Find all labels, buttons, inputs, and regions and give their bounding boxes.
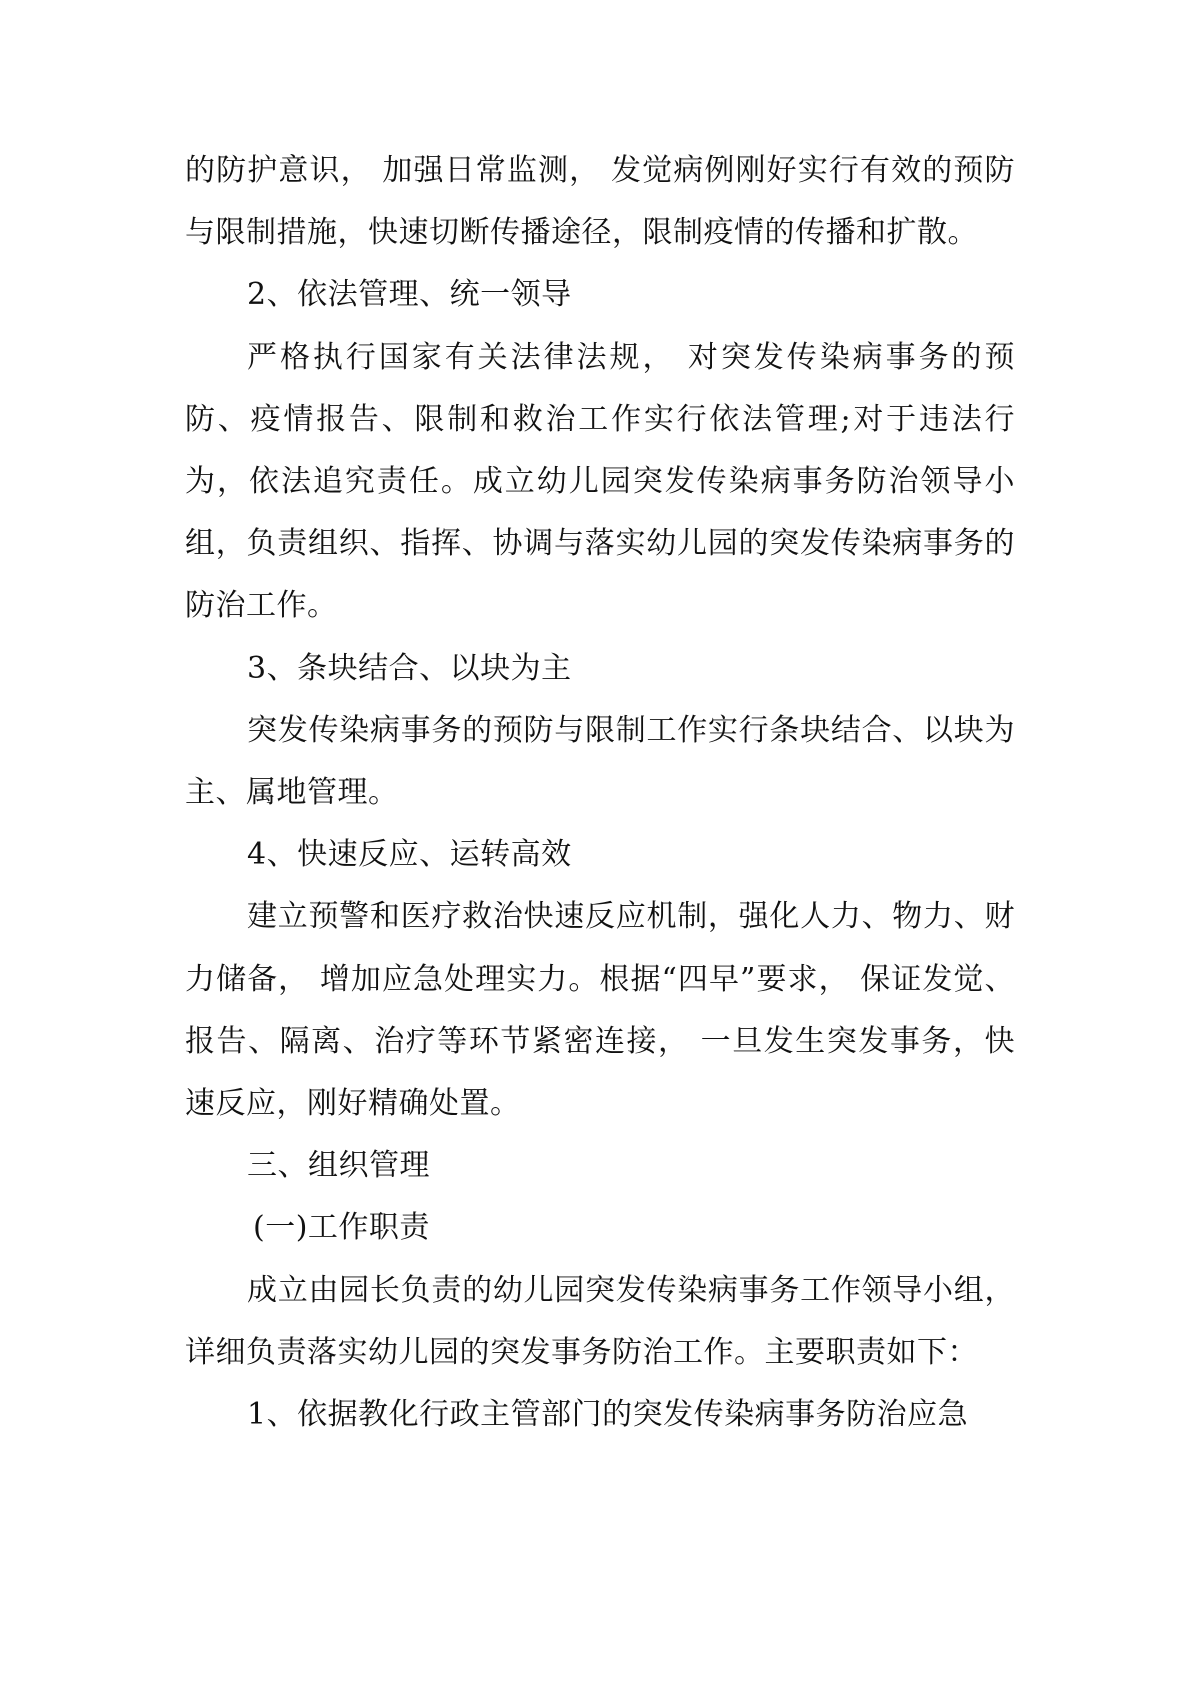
paragraph-leadership-group: 成立由园长负责的幼儿园突发传染病事务工作领导小组， 详细负责落实幼儿园的突发事务防治工作。主要职责如下： bbox=[185, 1272, 1015, 1370]
paragraph-intro-continuation: 的防护意识， 加强日常监测， 发觉病例刚好实行有效的预防与限制措施，快速切断传播途径，限制疫情的传播和扩散。 bbox=[185, 153, 1015, 251]
section-heading-2: 2、依法管理、统一领导 bbox=[247, 277, 572, 313]
list-item-1: 1、依据教化行政主管部门的突发传染病事务防治应急 bbox=[247, 1397, 969, 1433]
paragraph-legal-management: 严格执行国家有关法律法规， 对突发传染病事务的预防、疫情报告、限制和救治工作实行依法管理;对于违法行为，依法追究责任。成立幼儿园突发传染病事务防治领导小组，负责组织、指挥、协调与落实幼儿园的突发传染病事务的防治工作。 bbox=[185, 339, 1015, 624]
subsection-heading-duties: (一)工作职责 bbox=[253, 1210, 430, 1246]
section-heading-organization: 三、组织管理 bbox=[247, 1148, 430, 1184]
document-body bbox=[185, 140, 1015, 1446]
paragraph-block-combination: 突发传染病事务的预防与限制工作实行条块结合、以块为主、属地管理。 bbox=[185, 712, 1015, 811]
section-heading-4: 4、快速反应、运转高效 bbox=[247, 837, 572, 873]
paragraph-rapid-response: 建立预警和医疗救治快速反应机制，强化人力、物力、财力储备， 增加应急处理实力。根据“四早”要求， 保证发觉、报告、隔离、治疗等环节紧密连接， 一旦发生突发事务，快速反应，刚好精确处置。 bbox=[185, 899, 1015, 1122]
section-heading-3: 3、条块结合、以块为主 bbox=[247, 650, 572, 686]
